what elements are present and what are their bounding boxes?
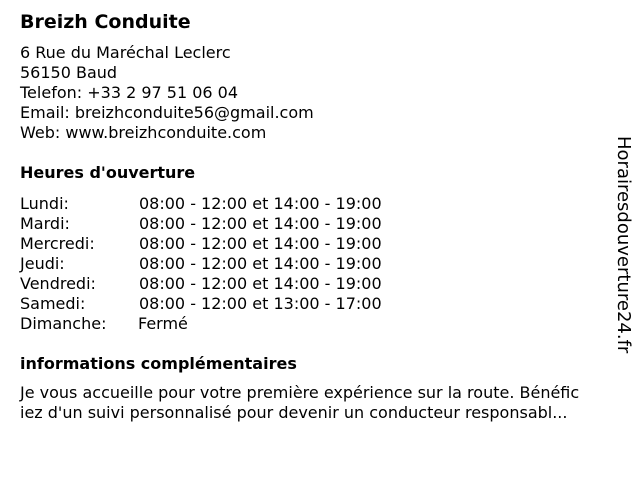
address-street: 6 Rue du Maréchal Leclerc: [20, 43, 231, 62]
description-line: Je vous accueille pour votre première expérience sur la route. Bénéfic: [20, 383, 580, 402]
time-value: 08:00 - 12:00 et 13:00 - 17:00: [139, 294, 382, 313]
time-value: 08:00 - 12:00 et 14:00 - 19:00: [139, 234, 382, 253]
business-name: Breizh Conduite: [20, 11, 191, 33]
contact-details: [20, 43, 314, 143]
time-value: 08:00 - 12:00 et 14:00 - 19:00: [139, 274, 382, 293]
time-value: 08:00 - 12:00 et 14:00 - 19:00: [139, 194, 382, 213]
day-label: Lundi:: [20, 194, 69, 213]
address-city: 56150 Baud: [20, 63, 118, 82]
time-value: Fermé: [138, 314, 188, 333]
day-label: Samedi:: [20, 294, 86, 313]
opening-hours-heading: Heures d'ouverture: [20, 163, 196, 182]
phone-number: Telefon: +33 2 97 51 06 04: [20, 83, 239, 102]
website: Web: www.breizhconduite.com: [20, 123, 267, 142]
time-value: 08:00 - 12:00 et 14:00 - 19:00: [139, 254, 382, 273]
description: [20, 383, 632, 423]
day-label: Dimanche:: [20, 314, 107, 333]
day-label: Mercredi:: [20, 234, 95, 253]
additional-info-heading: informations complémentaires: [20, 354, 297, 373]
time-value: 08:00 - 12:00 et 14:00 - 19:00: [139, 214, 382, 233]
day-label: Mardi:: [20, 214, 70, 233]
day-label: Jeudi:: [20, 254, 65, 273]
day-label: Vendredi:: [20, 274, 96, 293]
watermark-text: Horairesdouverture24.fr: [613, 136, 634, 354]
description-line: iez d'un suivi personnalisé pour devenir un conducteur responsabl...: [20, 403, 568, 422]
email-address: Email: breizhconduite56@gmail.com: [20, 103, 314, 122]
